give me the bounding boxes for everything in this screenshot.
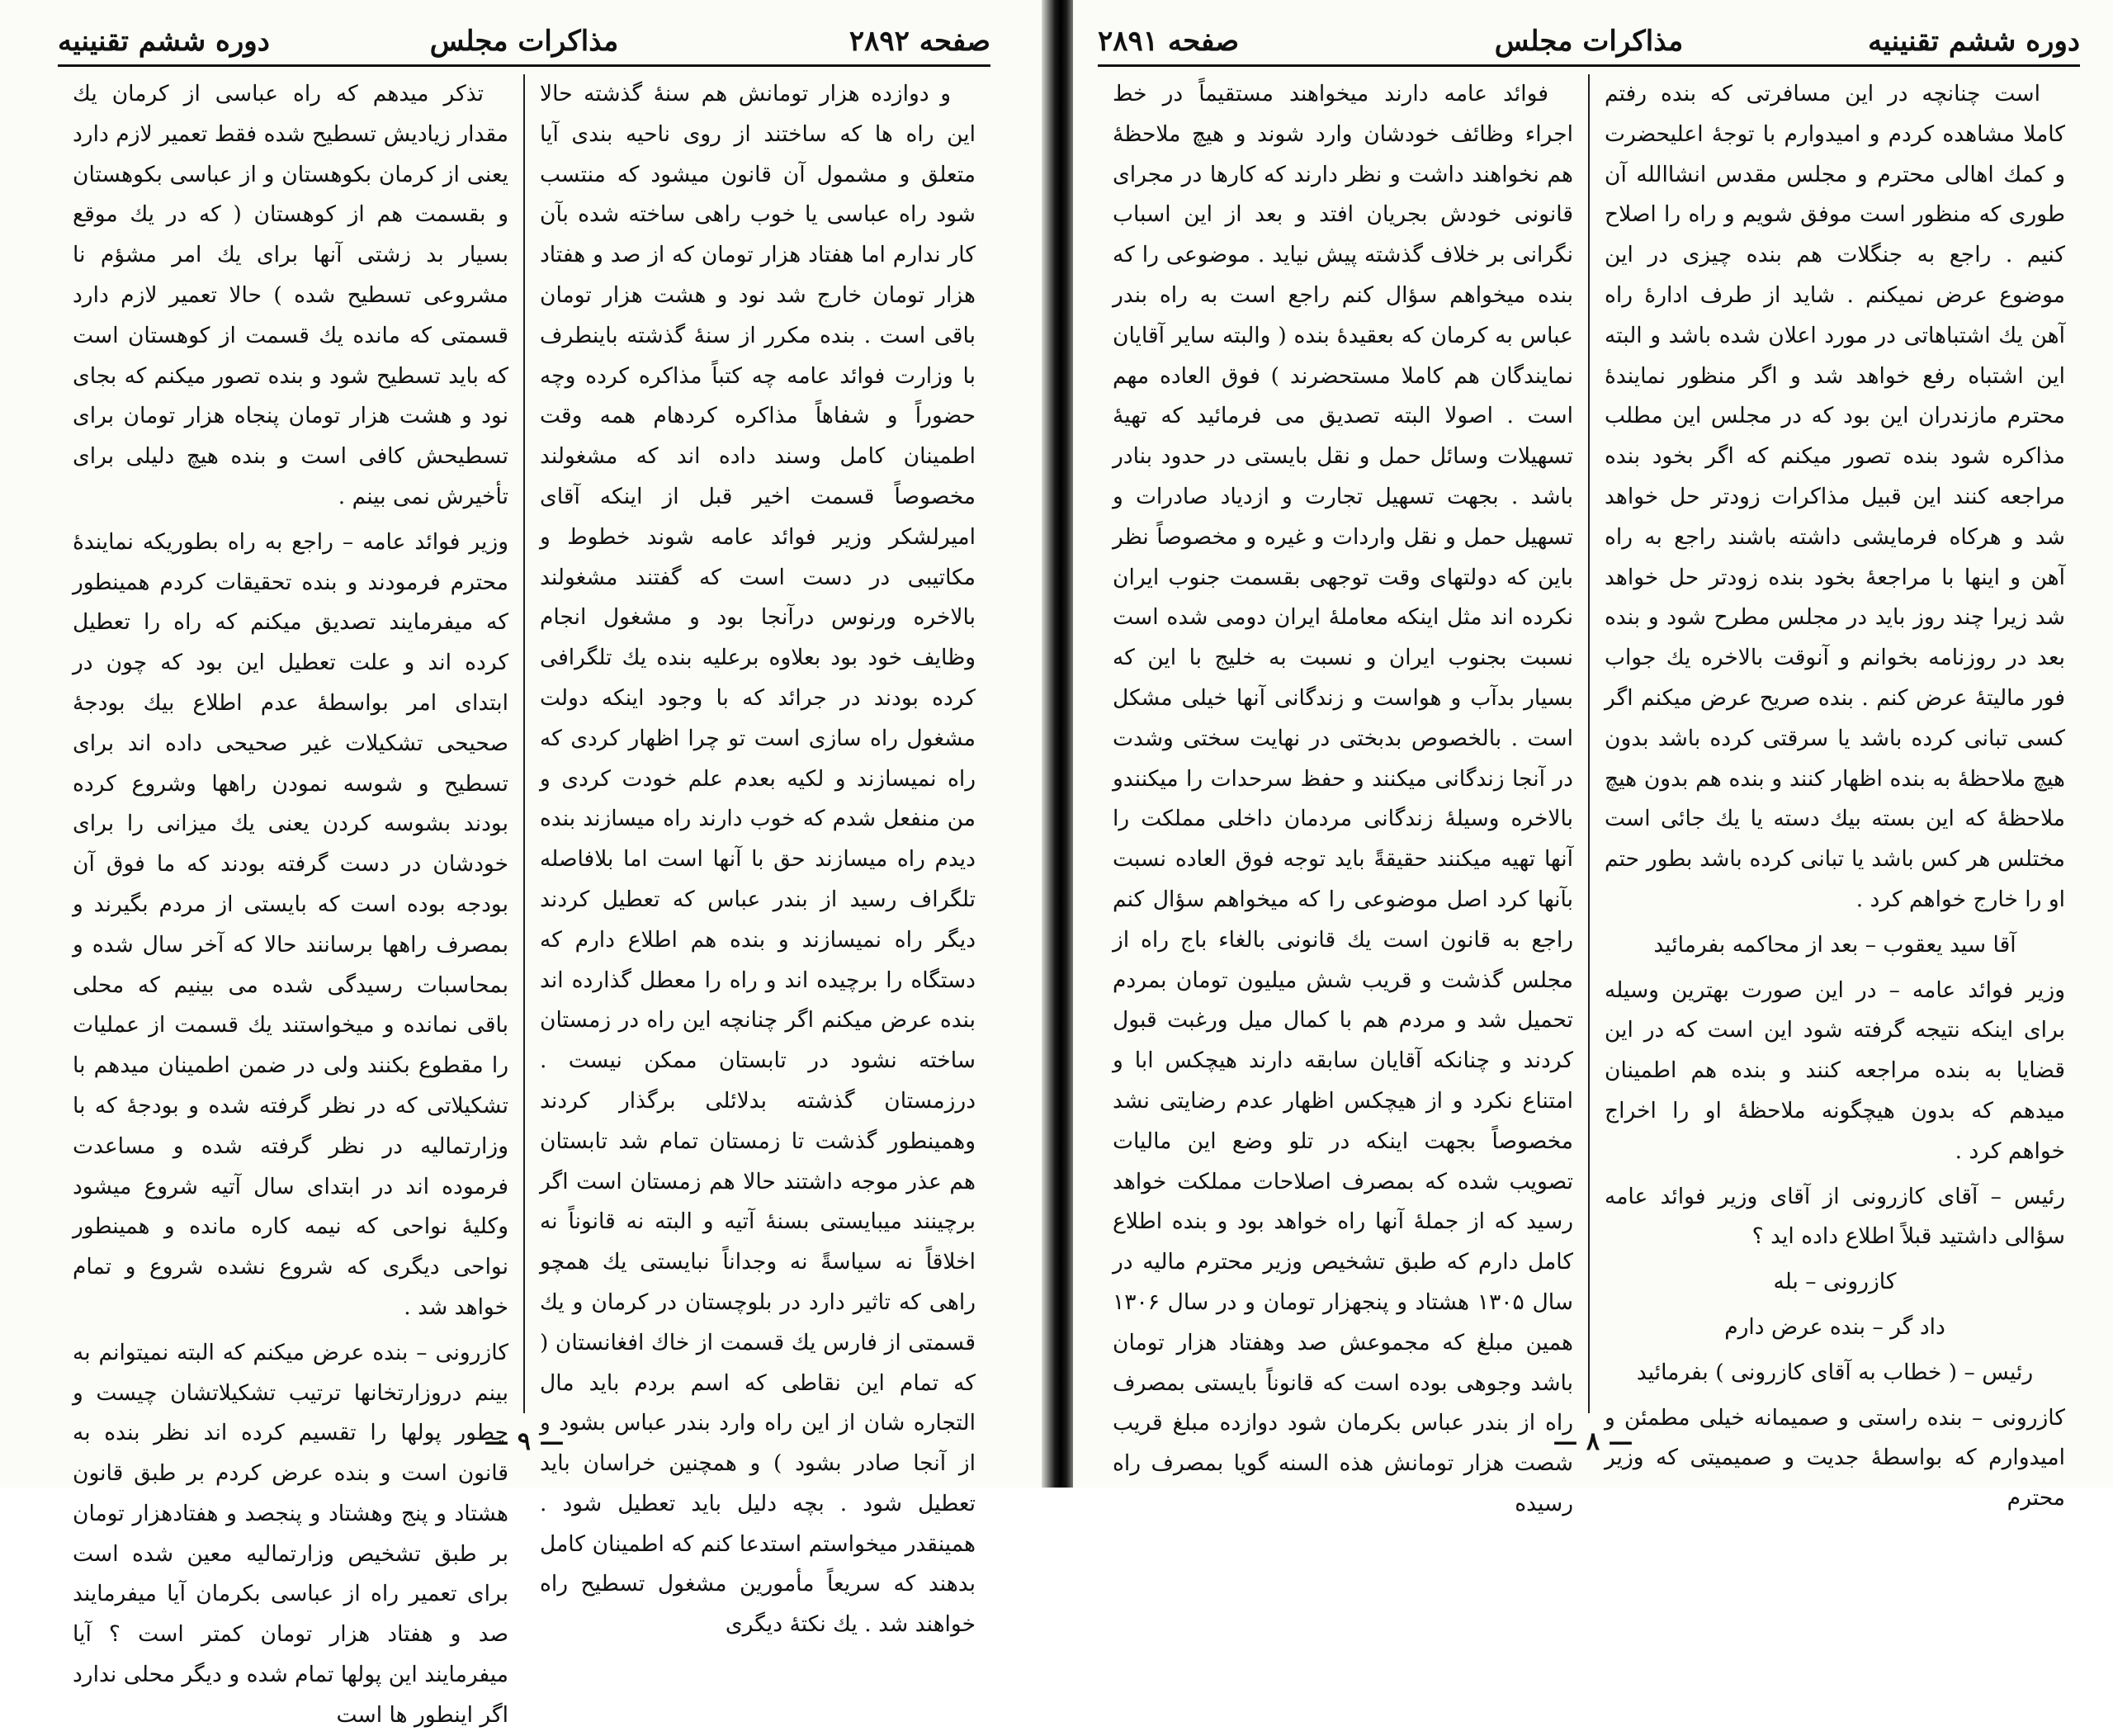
right-page: [1073, 0, 2113, 1516]
paragraph: تذکر میدهم که راه عباسی از کرمان یك مقدار زیادیش تسطیح شده فقط تعمیر لازم دارد یعنی از کرمان بکوهستان و از عباسی بکوهستان و بقسمت هم از کوهستان ( که در یك موقع بسیار بد زشتی آنها برای یك امر مشؤم نا مشروعی تسطیح شده ) حالا تعمیر لازم دارد قسمتی که مانده یك قسمت از کوهستان است که باید تسطیح شود و بنده تصور میکنم که بجای نود و هشت هزار تومان پنجاه هزار تومان برای تسطیحش کافی است و بنده هیچ دلیلی برای تأخیرش نمی بینم .: [73, 81, 508, 509]
header-session: دوره ششم تقنینیه: [58, 25, 270, 58]
page-number-label: صفحه ۲۸۹۲: [849, 25, 990, 58]
header-title: مذاکرات مجلس: [429, 25, 619, 58]
page-footer-number: — ۹ —: [484, 1427, 565, 1456]
header-title: مذاکرات مجلس: [1494, 25, 1684, 58]
paragraph: وزیر فوائد عامه – راجع به راه بطوریکه نمایندهٔ محترم فرمودند و بنده تحقیقات کردم همینطور که میفرمایند تصدیق میکنم که راه را تعطیل کرده اند و علت تعطیل این بود که چون در ابتدای امر بواسطهٔ عدم اطلاع بیك بودجهٔ صحیحی تشکیلات غیر صحیحی داده اند برای تسطیح و شوسه نمودن راهها وشروع کرده بودند بشوسه کردن یعنی یك میزانی را برای خودشان در دست گرفته بودند که ما فوق آن بودجه بوده است که بایستی از مردم بگیرند و بمصرف راهها برسانند حالا که آخر سال شده و بمحاسبات رسیدگی شده می بینیم که محلی باقی نمانده و میخواستند یك قسمت از عملیات را مقطوع بکنند ولی در ضمن اطمینان میدهم با تشکیلاتی که در نظر گرفته شده و بودجهٔ که با وزارتمالیه در نظر گرفته شده و مساعدت فرموده اند در ابتدای سال آتیه شروع میشود وکلیهٔ نواحی که نیمه کاره مانده و همینطور نواحی دیگری که شروع نشده شروع و تمام خواهد شد .: [73, 528, 508, 1320]
text-column-left: [1098, 74, 1590, 1516]
paragraph: کازرونی – بنده عرض میکنم که البته نمیتوانم به بینم دروزارتخانها ترتیب تشکیلاتشان چیست و چطور پولها را تقسیم کرده اند نظر بنده به قانون است و بنده عرض کردم بر طبق قانون هشتاد و پنج وهشتاد و پنجصد و هفتادهزار تومان بر طبق تشخیص وزارتمالیه معین شده است برای تعمیر راه از عباسی بکرمان آیا میفرمایند صد و هفتاد هزار تومان کمتر است ؟ آیا میفرمایند این پولها تمام شده و دیگر محلی ندارد اگر اینطور ها است: [73, 1339, 508, 1728]
paragraph: فوائد عامه دارند میخواهند مستقیماً در خط اجراء وظائف خودشان وارد شوند و هیچ ملاحظهٔ هم نخواهند داشت و نظر دارند که کارها در مجرای قانونی خودش بجریان افتد و بعد از این اسباب نگرانی بر خلاف گذشته پیش نیاید . موضوعی را که بنده میخواهم سؤال کنم راجع است به راه بندر عباس به کرمان که بعقیدهٔ بنده ( والبته سایر آقایان نمایندگان هم کاملا مستحضرند ) فوق العاده مهم است . اصولا البته تصدیق می فرمائید که تهیهٔ تسهیلات وسائل حمل و نقل بایستی در حدود بنادر باشد . بجهت تسهیل تجارت و ازدیاد صادرات و تسهیل حمل و نقل واردات و غیره و مخصوصاً نظر باین که دولتهای وقت توجهی بقسمت جنوب ایران نکرده اند مثل اینکه معاملهٔ ایران دومی شده است نسبت بجنوب ایران و نسبت به خلیج با این که بسیار بدآب و هواست و زندگانی آنها خیلی مشکل است . بالخصوص بدبختی در نهایت سختی وشدت در آنجا زندگانی میکنند و حفظ سرحدات را میکنندو بالاخره وسیلهٔ زندگانی مردمان داخلی مملکت را آنها تهیه میکنند حقیقةً باید توجه فوق العاده نسبت بآنها کرد اصل موضوعی را که میخواهم سؤال کنم راجع به قانون است یك قانونی بالغاء باج راه از مجلس گذشت و قریب شش میلیون تومان بمردم تحمیل شد و مردم هم با کمال میل ورغبت قبول کردند و چنانکه آقایان سابقه دارند هیچکس ابا و امتناع نکرد و از هیچکس اظهار عدم رضایتی نشد مخصوصاً بجهت اینکه در تلو وضع این مالیات تصویب شده که بمصرف اصلاحات مملکت خواهد رسید که از جملهٔ آنها راه خواهد بود و بنده اطلاع کامل دارم که طبق تشخیص وزیر محترم مالیه در سال ۱۳۰۵ هشتاد و پنجهزار تومان و در سال ۱۳۰۶ همین مبلغ که مجموعش صد وهفتاد هزار تومان باشد وجوهی بوده است که قانوناً بایستی بمصرف راه از بندر عباس بکرمان شود دوازده مبلغ قریب شصت هزار تومانش هذه السنه گویا بمصرف راه رسیده: [1113, 81, 1573, 1516]
page-number-label: صفحه ۲۸۹۱: [1098, 25, 1240, 58]
paragraph: رئیس – آقای کازرونی از آقای وزیر فوائد عامه سؤالی داشتید قبلاً اطلاع داده اید ؟: [1605, 1183, 2065, 1250]
paragraph: داد گر – بنده عرض دارم: [1724, 1313, 1945, 1340]
paragraph: است چنانچه در این مسافرتی که بنده رفتم کاملا مشاهده کردم و امیدوارم با توجهٔ اعلیحضرت و کمك اهالی محترم و مجلس مقدس انشاالله آن طوری که منظور است موفق شویم و راه را اصلاح کنیم . راجع به جنگلات هم بنده چیزی در این موضوع عرض نمیکنم . شاید از طرف ادارهٔ راه آهن یك اشتباهاتی در مورد اعلان شده باشد و البته این اشتباه رفع خواهد شد و اگر منظور نمایندهٔ محترم مازندران این بود که در مجلس این مطلب مذاکره شود بنده تصور میکنم که اگر بخود بنده مراجعه کنند این قبیل مذاکرات زودتر حل خواهد شد و هرکاه فرمایشی داشته باشند راجع به راه آهن و اینها با مراجعهٔ بخود بنده زودتر حل خواهد شد زیرا چند روز باید در مجلس مطرح شود و بنده بعد در روزنامه بخوانم و آنوقت بالاخره یك جواب فور مالیتهٔ عرض کنم . بنده صریح عرض میکنم اگر کسی تبانی کرده باشد یا سرقتی کرده باشد بدون هیچ ملاحظهٔ به بنده اظهار کنند و بنده هم بدون هیچ ملاحظهٔ که این بسته بیك دسته یا یك جائی است مختلس هر کس باشد یا تبانی کرده باشد بطور حتم او را خارج خواهم کرد .: [1605, 81, 2065, 912]
text-column-right: [525, 74, 990, 1638]
page-header: [58, 21, 990, 67]
text-columns: [1098, 74, 2080, 1516]
paragraph: وزیر فوائد عامه – در این صورت بهترین وسیله برای اینکه نتیجه گرفته شود این است که در این قضایا به بنده مراجعه کنند و بنده هم اطمینان میدهم که بدون هیچگونه ملاحظهٔ او را اخراج خواهم کرد .: [1605, 977, 2065, 1164]
left-page: [0, 0, 1048, 1728]
paragraph: کازرونی – بله: [1773, 1269, 1897, 1295]
page-header: [1098, 21, 2080, 67]
text-column-left: [58, 74, 525, 1728]
header-session: دوره ششم تقنینیه: [1868, 25, 2080, 58]
paragraph: کازرونی – بنده راستی و صمیمانه خیلی مطمئن و امیدوارم که بواسطهٔ جدیت و صمیمیتی که وزیر محترم: [1605, 1404, 2065, 1511]
paragraph: رئیس – ( خطاب به آقای کازرونی ) بفرمائید: [1636, 1359, 2034, 1385]
paragraph: و دوازده هزار تومانش هم سنهٔ گذشته حالا این راه ها که ساختند از روی ناحیه بندی آیا متعلق و مشمول آن قانون میشود که منتسب شود راه عباسی یا خوب راهی ساخته شده بآن کار ندارم اما هفتاد هزار تومان که از صد و هفتاد هزار تومان خارج شد نود و هشت هزار تومان باقی است . بنده مکرر از سنهٔ گذشته باینطرف با وزارت فوائد عامه چه کتباً مذاکره کرده وچه حضوراً و شفاهاً مذاکره کردهام همه وقت اطمینان کامل وسند داده اند که مشغولند مخصوصاً قسمت اخیر قبل از اینکه آقای امیرلشکر وزیر فوائد عامه شوند خطوط و مکاتیبی در دست است که گفتند مشغولند بالاخره ورنوس درآنجا بود و مشغول انجام وظایف خود بود بعلاوه برعلیه بنده یك تلگرافی كرده بودند در جرائد كه با وجود اینكه دولت مشغول راه سازی است تو چرا اظهار كردی كه راه نمیسازند و لكیه بعدم علم خودت كردی و من منفعل شدم كه خوب دارند راه میسازند بنده دیدم راه میسازند حق با آنها است اما بلافاصله تلگراف رسید از بندر عباس که تعطیل کردند دیگر راه نمیسازند و بنده هم اطلاع دارم که دستگاه را برچیده اند و راه را معطل گذارده اند بنده عرض میکنم اگر چنانچه این راه در زمستان ساخته نشود در تابستان ممکن نیست . درزمستان گذشته بدلائلی برگذار کردند وهمینطور گذشت تا زمستان تمام شد تابستان هم عذر موجه داشتند حالا هم زمستان است اگر برچینند میبایستی بسنهٔ آتیه و البته نه قانوناً نه اخلاقاً نه سیاسةً نه وجداناً نبایستی یك همچو راهی كه تاثیر دارد در بلوچستان در كرمان و یك قسمتی از فارس یك قسمت از خاك افغانستان ( كه تمام این نقاطی كه اسم بردم باید مال التجاره شان از این راه وارد بندر عباس بشود و از آنجا صادر بشود ) و همچنین خراسان باید تعطیل شود . بچه دلیل باید تعطیل شود . همینقدر میخواستم استدعا کنم که اطمینان کامل بدهند که سریعاً مأمورین مشغول تسطیح راه خواهند شد . یك نكتهٔ دیگری: [540, 81, 976, 1638]
page-footer-number: — ۸ —: [1553, 1427, 1633, 1456]
text-column-right: [1590, 74, 2080, 1511]
text-columns: [58, 74, 990, 1728]
paragraph: آقا سید یعقوب – بعد از محاکمه بفرمائید: [1653, 931, 2016, 958]
